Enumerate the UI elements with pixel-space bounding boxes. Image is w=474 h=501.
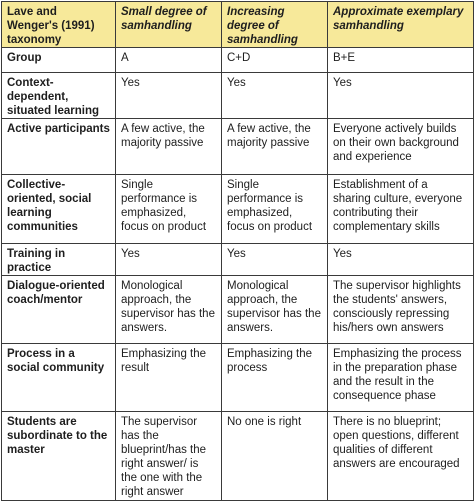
row-label: Training in practice [2,244,116,276]
cell-approximate-exemplary: Emphasizing the process in the preparation phase and the result in the consequence phase [328,344,474,412]
table-row [2,175,474,244]
cell-approximate-exemplary: Everyone actively builds on their own background and experience [328,119,474,175]
header-taxonomy: Lave and Wenger's (1991) taxonomy [2,2,116,48]
cell-increasing-degree: C+D [222,48,328,73]
cell-small-degree: A [116,48,222,73]
row-label: Context-dependent, situated learning [2,73,116,119]
table-row [2,276,474,344]
cell-increasing-degree: Emphasizing the process [222,344,328,412]
cell-small-degree: Emphasizing the result [116,344,222,412]
cell-small-degree: Monological approach, the supervisor has the answers. [116,276,222,344]
cell-increasing-degree: Yes [222,73,328,119]
cell-small-degree: Yes [116,73,222,119]
row-label: Active participants [2,119,116,175]
cell-increasing-degree: No one is right [222,412,328,501]
cell-small-degree: Single performance is emphasized, focus on product [116,175,222,244]
cell-small-degree: Yes [116,244,222,276]
samhandling-taxonomy-table [1,1,474,501]
row-label: Process in a social community [2,344,116,412]
header-approximate-exemplary: Approximate exemplary samhandling [328,2,474,48]
header-small-degree: Small degree of samhandling [116,2,222,48]
cell-small-degree: A few active, the majority passive [116,119,222,175]
cell-approximate-exemplary: B+E [328,48,474,73]
table-row [2,48,474,73]
table-row [2,244,474,276]
table-row [2,412,474,501]
header-increasing-degree: Increasing degree of samhandling [222,2,328,48]
row-label: Group [2,48,116,73]
table-row [2,344,474,412]
row-label: Dialogue-oriented coach/mentor [2,276,116,344]
cell-approximate-exemplary: Establishment of a sharing culture, everyone contributing their complementary skills [328,175,474,244]
cell-increasing-degree: Monological approach, the supervisor has the answers. [222,276,328,344]
cell-approximate-exemplary: Yes [328,244,474,276]
header-row [2,2,474,48]
cell-approximate-exemplary: Yes [328,73,474,119]
cell-increasing-degree: A few active, the majority passive [222,119,328,175]
row-label: Collective-oriented, social learning communities [2,175,116,244]
cell-increasing-degree: Yes [222,244,328,276]
cell-small-degree: The supervisor has the blueprint/has the right answer/ is the one with the right answer [116,412,222,501]
cell-approximate-exemplary: There is no blueprint; open questions, different qualities of different answers are encouraged [328,412,474,501]
table-row [2,119,474,175]
row-label: Students are subordinate to the master [2,412,116,501]
cell-increasing-degree: Single performance is emphasized, focus on product [222,175,328,244]
cell-approximate-exemplary: The supervisor highlights the students' answers, consciously repressing his/hers own answers [328,276,474,344]
table-row [2,73,474,119]
